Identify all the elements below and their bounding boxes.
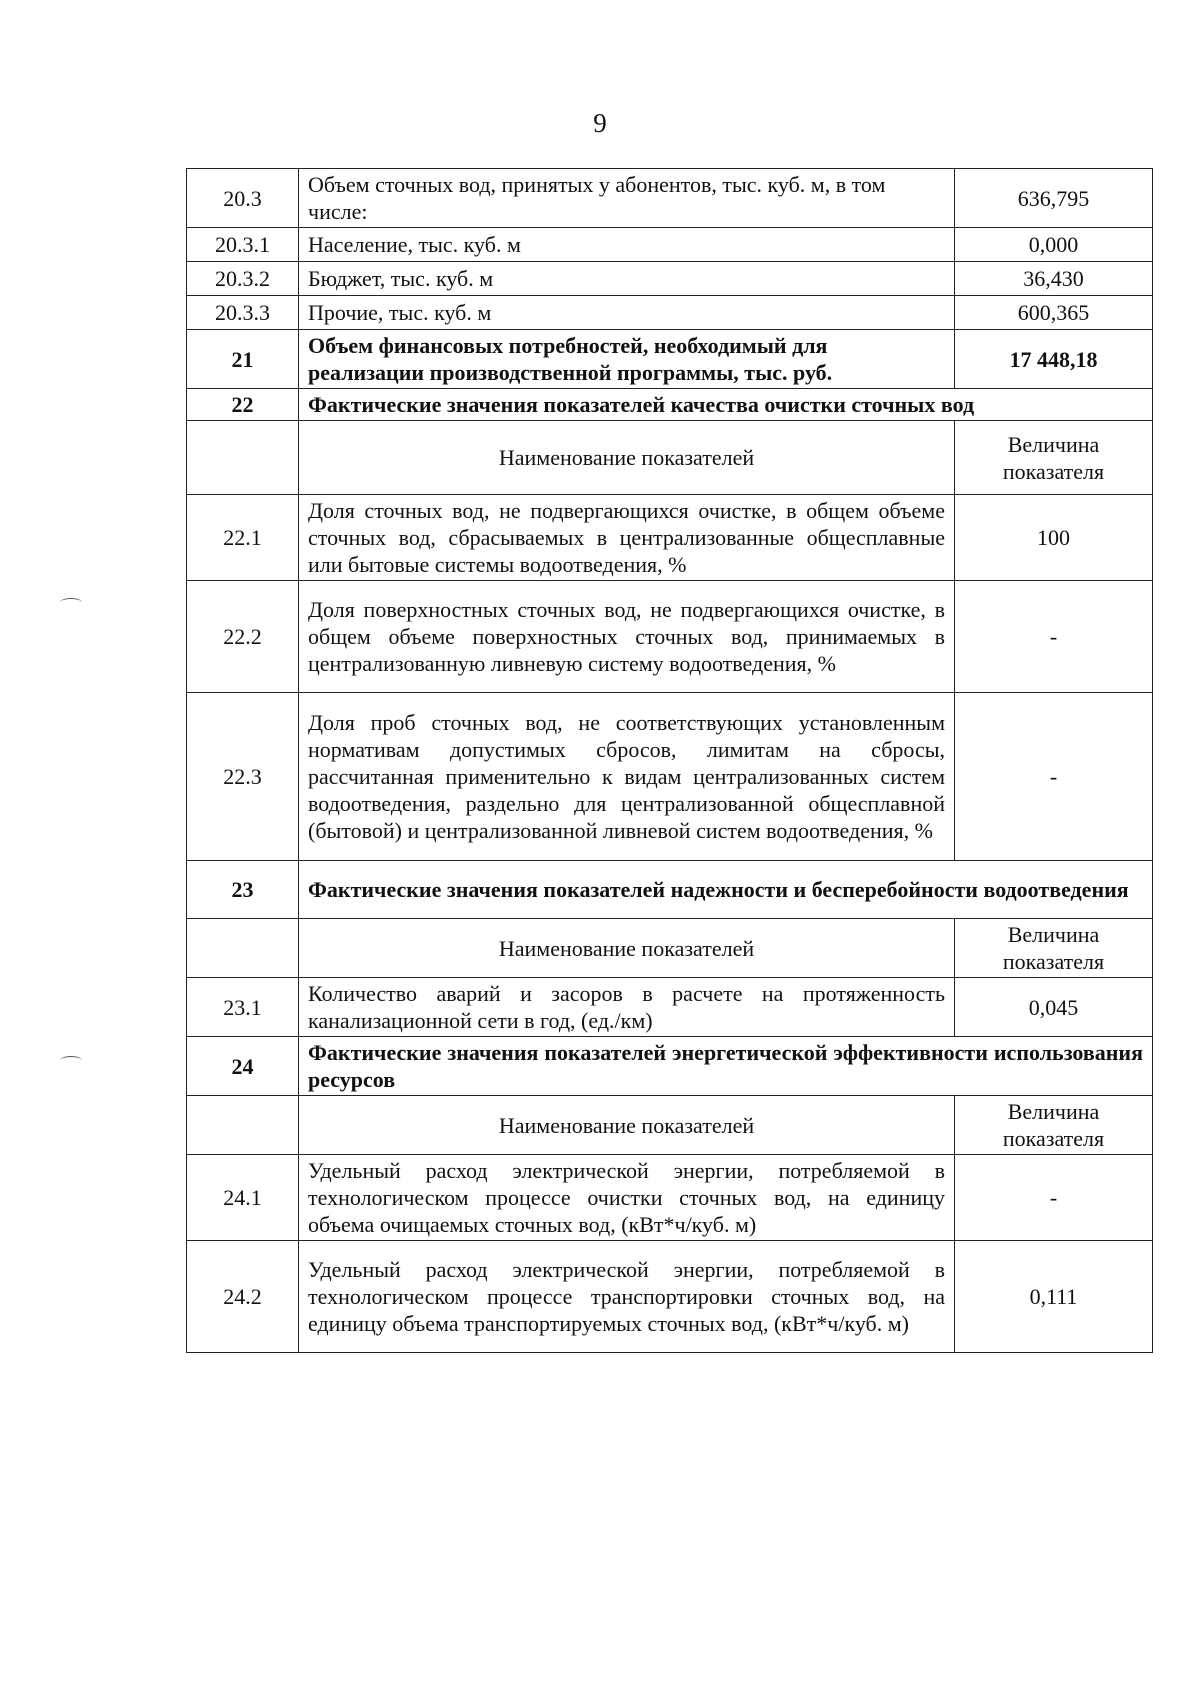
column-header-value: Величина показателя <box>955 421 1153 495</box>
table-row <box>187 495 1153 581</box>
section-number: 24 <box>187 1037 299 1096</box>
row-description: Количество аварий и засоров в расчете на протяженность канализационной сети в год, (ед./км) <box>299 978 955 1037</box>
row-number: 21 <box>187 330 299 389</box>
row-description: Доля поверхностных сточных вод, не подвергающихся очистке, в общем объеме поверхностных сточных вод, принимаемых в централизованную ливневую систему водоотведения, % <box>299 581 955 693</box>
table-row <box>187 330 1153 389</box>
row-value: - <box>955 1155 1153 1241</box>
column-header-name: Наименование показателей <box>299 421 955 495</box>
column-header-value: Величина показателя <box>955 1096 1153 1155</box>
row-description: Бюджет, тыс. куб. м <box>299 262 955 296</box>
column-header-name: Наименование показателей <box>299 1096 955 1155</box>
row-description: Прочие, тыс. куб. м <box>299 296 955 330</box>
row-number: 22.1 <box>187 495 299 581</box>
section-title: Фактические значения показателей надежности и бесперебойности водоотведения <box>299 861 1153 919</box>
indicator-table <box>186 168 1153 1353</box>
row-description: Доля сточных вод, не подвергающихся очистке, в общем объеме сточных вод, сбрасываемых в централизованные общесплавные или бытовые системы водоотведения, % <box>299 495 955 581</box>
row-number: 23.1 <box>187 978 299 1037</box>
table-row <box>187 296 1153 330</box>
scan-mark <box>60 1056 82 1065</box>
scan-mark <box>60 598 82 607</box>
column-header-value: Величина показателя <box>955 919 1153 978</box>
header-row <box>187 919 1153 978</box>
row-description: Удельный расход электрической энергии, потребляемой в технологическом процессе транспортировки сточных вод, на единицу объема транспортируемых сточных вод, (кВт*ч/куб. м) <box>299 1241 955 1353</box>
table-row <box>187 693 1153 861</box>
section-row <box>187 861 1153 919</box>
header-row <box>187 1096 1153 1155</box>
row-value: 0,045 <box>955 978 1153 1037</box>
section-number: 22 <box>187 389 299 421</box>
header-row <box>187 421 1153 495</box>
row-value: 0,111 <box>955 1241 1153 1353</box>
row-value: 600,365 <box>955 296 1153 330</box>
row-value: 636,795 <box>955 169 1153 228</box>
table-row <box>187 978 1153 1037</box>
row-value: 17 448,18 <box>955 330 1153 389</box>
row-number: 20.3 <box>187 169 299 228</box>
row-number: 22.3 <box>187 693 299 861</box>
row-description: Объем сточных вод, принятых у абонентов, тыс. куб. м, в том числе: <box>299 169 955 228</box>
empty-cell <box>187 421 299 495</box>
table-row <box>187 262 1153 296</box>
row-number: 20.3.3 <box>187 296 299 330</box>
row-value: 0,000 <box>955 228 1153 262</box>
table-row <box>187 228 1153 262</box>
column-header-name: Наименование показателей <box>299 919 955 978</box>
row-description: Объем финансовых потребностей, необходимый для реализации производственной программы, тыс. руб. <box>299 330 955 389</box>
row-number: 22.2 <box>187 581 299 693</box>
row-number: 24.2 <box>187 1241 299 1353</box>
empty-cell <box>187 1096 299 1155</box>
row-description: Доля проб сточных вод, не соответствующих установленным нормативам допустимых сбросов, лимитам на сбросы, рассчитанная применительно к видам централизованных систем водоотведения, раздельно для централизованной общесплавной (бытовой) и централизованной ливневой систем водоотведения, % <box>299 693 955 861</box>
section-row <box>187 389 1153 421</box>
row-value: 100 <box>955 495 1153 581</box>
section-row <box>187 1037 1153 1096</box>
row-value: - <box>955 693 1153 861</box>
row-description: Население, тыс. куб. м <box>299 228 955 262</box>
row-value: - <box>955 581 1153 693</box>
page-number: 9 <box>593 108 607 138</box>
section-title: Фактические значения показателей качества очистки сточных вод <box>299 389 1153 421</box>
row-description: Удельный расход электрической энергии, потребляемой в технологическом процессе очистки сточных вод, на единицу объема очищаемых сточных вод, (кВт*ч/куб. м) <box>299 1155 955 1241</box>
row-number: 20.3.2 <box>187 262 299 296</box>
table-row <box>187 1241 1153 1353</box>
empty-cell <box>187 919 299 978</box>
table-row <box>187 581 1153 693</box>
section-number: 23 <box>187 861 299 919</box>
table-row <box>187 1155 1153 1241</box>
section-title: Фактические значения показателей энергетической эффективности использования ресурсов <box>299 1037 1153 1096</box>
row-number: 20.3.1 <box>187 228 299 262</box>
row-number: 24.1 <box>187 1155 299 1241</box>
table-row <box>187 169 1153 228</box>
row-value: 36,430 <box>955 262 1153 296</box>
